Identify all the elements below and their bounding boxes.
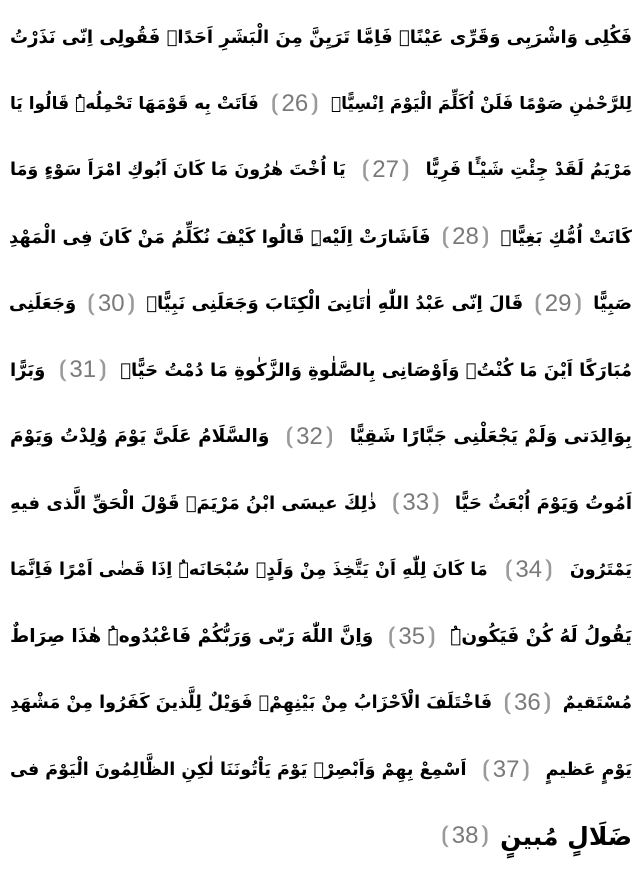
verse-text: يَقُولُ لَهُ كُنْ فَيَكُونُۜ [450, 626, 632, 648]
ornament-right-icon: ⟯ [428, 623, 436, 649]
verse-text: مَا كَانَ لِلّٰهِ اَنْ يَتَّخِذَ مِنْ وَلَدٍۙ سُبْحَانَهُۜ اِذَا قَضٰى اَمْرًا فَاِنَّمَا [10, 560, 488, 581]
ornament-left-icon: ⟮ [482, 756, 490, 782]
ayah-number: 31 [69, 356, 97, 384]
ornament-right-icon: ⟯ [481, 224, 490, 250]
ayah-number: 27 [372, 156, 399, 184]
ayah-number-marker [498, 686, 556, 720]
verse-text: فَاخْتَلَفَ الْاَحْزَابُ مِنْ بَيْنِهِمْۚ فَوَيْلٌ لِلَّذينَ كَفَرُوا مِنْ مَشْهَدِ [10, 693, 493, 714]
ayah-number-marker [54, 353, 112, 387]
ayah-number-marker [529, 287, 587, 321]
verse-text: اَسْمِعْ بِهِمْ وَاَبْصِرْۙ يَوْمَ يَاْتُونَنَا لٰكِنِ الظَّالِمُونَ الْيَوْمَ فى [10, 759, 467, 780]
verse-text: قَالَ اِنّى عَبْدُ اللّٰهِ اٰتَانِىَ الْكِتَابَ وَجَعَلَنِى نَبِيًّاۙ [146, 293, 524, 315]
ornament-right-icon: ⟯ [127, 290, 135, 316]
ayah-number-marker [82, 287, 140, 321]
verse-text: مَرْيَمُ لَقَدْ جِئْتِ شَيْـًٔا فَرِيًّا [425, 160, 632, 181]
verse-text: مُسْتَقيمٌ [562, 693, 632, 714]
ornament-left-icon: ⟮ [441, 224, 450, 250]
verse-text: اَمُوتُ وَيَوْمَ اُبْعَثُ حَيًّا [454, 492, 632, 514]
ornament-left-icon: ⟮ [285, 423, 294, 449]
ayah-number-marker [477, 753, 535, 787]
verse-text: صَبِيًّا [593, 293, 632, 315]
ayah-number-marker [500, 553, 558, 587]
ornament-right-icon: ⟯ [311, 90, 319, 116]
ornament-left-icon: ⟮ [392, 490, 400, 516]
ayah-number: 32 [296, 422, 323, 450]
verse-text: فَاَتَتْ بِه قَوْمَهَا تَحْمِلُهُۜ قَالُوا يَا [10, 93, 259, 114]
verse-text: لِلرَّحْمٰنِ صَوْمًا فَلَنْ اُكَلِّمَ الْيَوْمَ اِنْسِيًّاۚ [330, 93, 632, 114]
verse-text: فَاَشَارَتْ اِلَيْهِۜ قَالُوا كَيْفَ نُكَلِّمُ مَنْ كَانَ فِى الْمَهْدِ [9, 226, 431, 248]
ornament-right-icon: ⟯ [543, 690, 552, 716]
verse-text: كَانَتْ اُمُّكِ بَغِيًّاۚ [500, 226, 632, 248]
verse-line [10, 404, 632, 471]
verse-line [10, 204, 632, 271]
ornament-left-icon: ⟮ [59, 357, 67, 383]
verse-line [10, 71, 632, 138]
ornament-right-icon: ⟯ [545, 557, 553, 583]
verse-text: وَجَعَلَنِى [9, 293, 77, 315]
verse-text: فَكُلِى وَاشْرَبِى وَقَرِّى عَيْنًاۚ فَاِمَّا تَرَيِنَّ مِنَ الْبَشَرِ اَحَدًاۙ فَقُولِى اِنّى نَذَرْتُ [10, 26, 632, 48]
ayah-number: 37 [492, 755, 520, 783]
verse-text: يَا اُخْتَ هٰرُونَ مَا كَانَ اَبُوكِ امْرَاَ سَوْءٍ وَمَا [10, 160, 346, 181]
ornament-left-icon: ⟮ [87, 290, 95, 316]
ayah-number: 33 [402, 489, 430, 517]
verse-line [10, 137, 632, 204]
verse-line [10, 270, 632, 337]
ornament-right-icon: ⟯ [99, 357, 107, 383]
ayah-number: 30 [97, 289, 125, 317]
verse-text: بِوَالِدَتى وَلَمْ يَجْعَلْنِى جَبَّارًا شَقِيًّا [349, 426, 632, 448]
ornament-left-icon: ⟮ [361, 157, 370, 183]
verse-line [10, 737, 632, 804]
verse-line [10, 470, 632, 537]
verse-line [10, 670, 632, 737]
ornament-left-icon: ⟮ [441, 823, 449, 849]
ornament-left-icon: ⟮ [505, 557, 513, 583]
ornament-right-icon: ⟯ [432, 490, 440, 516]
ayah-number-marker [387, 486, 445, 520]
verse-text: يَمْتَرُونَ [569, 560, 632, 581]
verse-text: ضَلَالٍ مُبينٍ [500, 821, 632, 851]
ayah-number-marker [437, 220, 495, 254]
verse-text: وَالسَّلَامُ عَلَىَّ يَوْمَ وُلِدْتُ وَيَوْمَ [10, 426, 270, 448]
verse-text: مُبَارَكًا اَيْنَ مَا كُنْتُۖ وَاَوْصَانِى بِالصَّلٰوةِ وَالزَّكٰوةِ مَا دُمْتُ حَيًّاۖ [120, 359, 632, 381]
ornament-left-icon: ⟮ [388, 623, 396, 649]
ornament-left-icon: ⟮ [534, 290, 542, 316]
ayah-number-marker [383, 620, 441, 654]
ayah-number: 29 [544, 289, 572, 317]
verse-line [10, 603, 632, 670]
ornament-right-icon: ⟯ [402, 157, 410, 183]
verse-line [10, 4, 632, 71]
verse-text: وَبَرًّا [10, 359, 46, 381]
ayah-number: 26 [281, 89, 309, 117]
ayah-number: 36 [514, 689, 541, 717]
ornament-right-icon: ⟯ [481, 823, 489, 849]
verse-line [10, 537, 632, 604]
verse-text: يَوْمٍ عَظيمٍ [545, 759, 632, 780]
ayah-number-marker [281, 420, 339, 454]
ayah-number-marker [357, 153, 415, 187]
ayah-number: 34 [515, 556, 543, 584]
ornament-right-icon: ⟯ [325, 423, 334, 449]
verse-text: وَاِنَّ اللّٰهَ رَبّى وَرَبُّكُمْ فَاعْبُدُوهُۜ هٰذَا صِرَاطٌ [10, 626, 374, 648]
ayah-number: 38 [451, 822, 479, 850]
ornament-left-icon: ⟮ [503, 690, 512, 716]
ayah-number-marker [436, 819, 494, 853]
ornament-right-icon: ⟯ [522, 756, 530, 782]
ornament-left-icon: ⟮ [271, 90, 279, 116]
ayah-number: 28 [452, 223, 479, 251]
verse-line [10, 803, 632, 870]
verse-text: ذٰلِكَ عيسَى ابْنُ مَرْيَمَۚ قَوْلَ الْحَقِّ الَّذى فيهِ [10, 492, 377, 514]
ayah-number-marker [266, 87, 324, 121]
verse-line [10, 337, 632, 404]
ayah-number: 35 [398, 622, 426, 650]
ornament-right-icon: ⟯ [574, 290, 582, 316]
